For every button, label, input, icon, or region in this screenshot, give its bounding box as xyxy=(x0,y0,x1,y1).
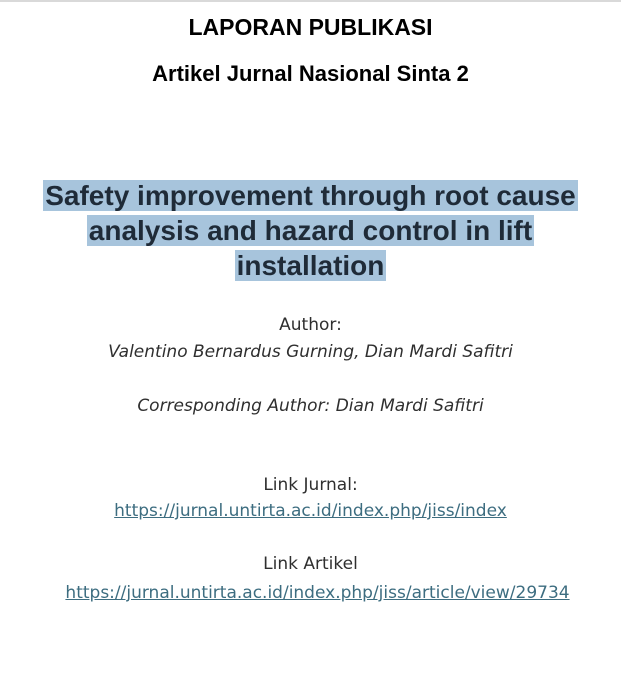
author-names: Valentino Bernardus Gurning, Dian Mardi Safitri xyxy=(108,342,513,362)
corresponding-author: Corresponding Author: Dian Mardi Safitri xyxy=(137,396,484,416)
article-link-container xyxy=(65,580,570,606)
journal-link-container xyxy=(0,501,621,521)
report-subtitle: Artikel Jurnal Nasional Sinta 2 xyxy=(152,61,469,86)
report-title: LAPORAN PUBLIKASI xyxy=(188,14,433,40)
article-link-label: Link Artikel xyxy=(263,554,358,574)
article-title xyxy=(40,178,581,283)
article-title-text: Safety improvement through root cause analysis and hazard control in lift installation xyxy=(45,180,576,281)
journal-link-label: Link Jurnal: xyxy=(263,475,358,495)
article-link[interactable]: https://jurnal.untirta.ac.id/index.php/jiss/article/view/29734 xyxy=(65,583,570,603)
author-label: Author: xyxy=(279,315,342,335)
journal-link[interactable]: https://jurnal.untirta.ac.id/index.php/jiss/index xyxy=(114,501,507,521)
top-border xyxy=(0,0,621,2)
